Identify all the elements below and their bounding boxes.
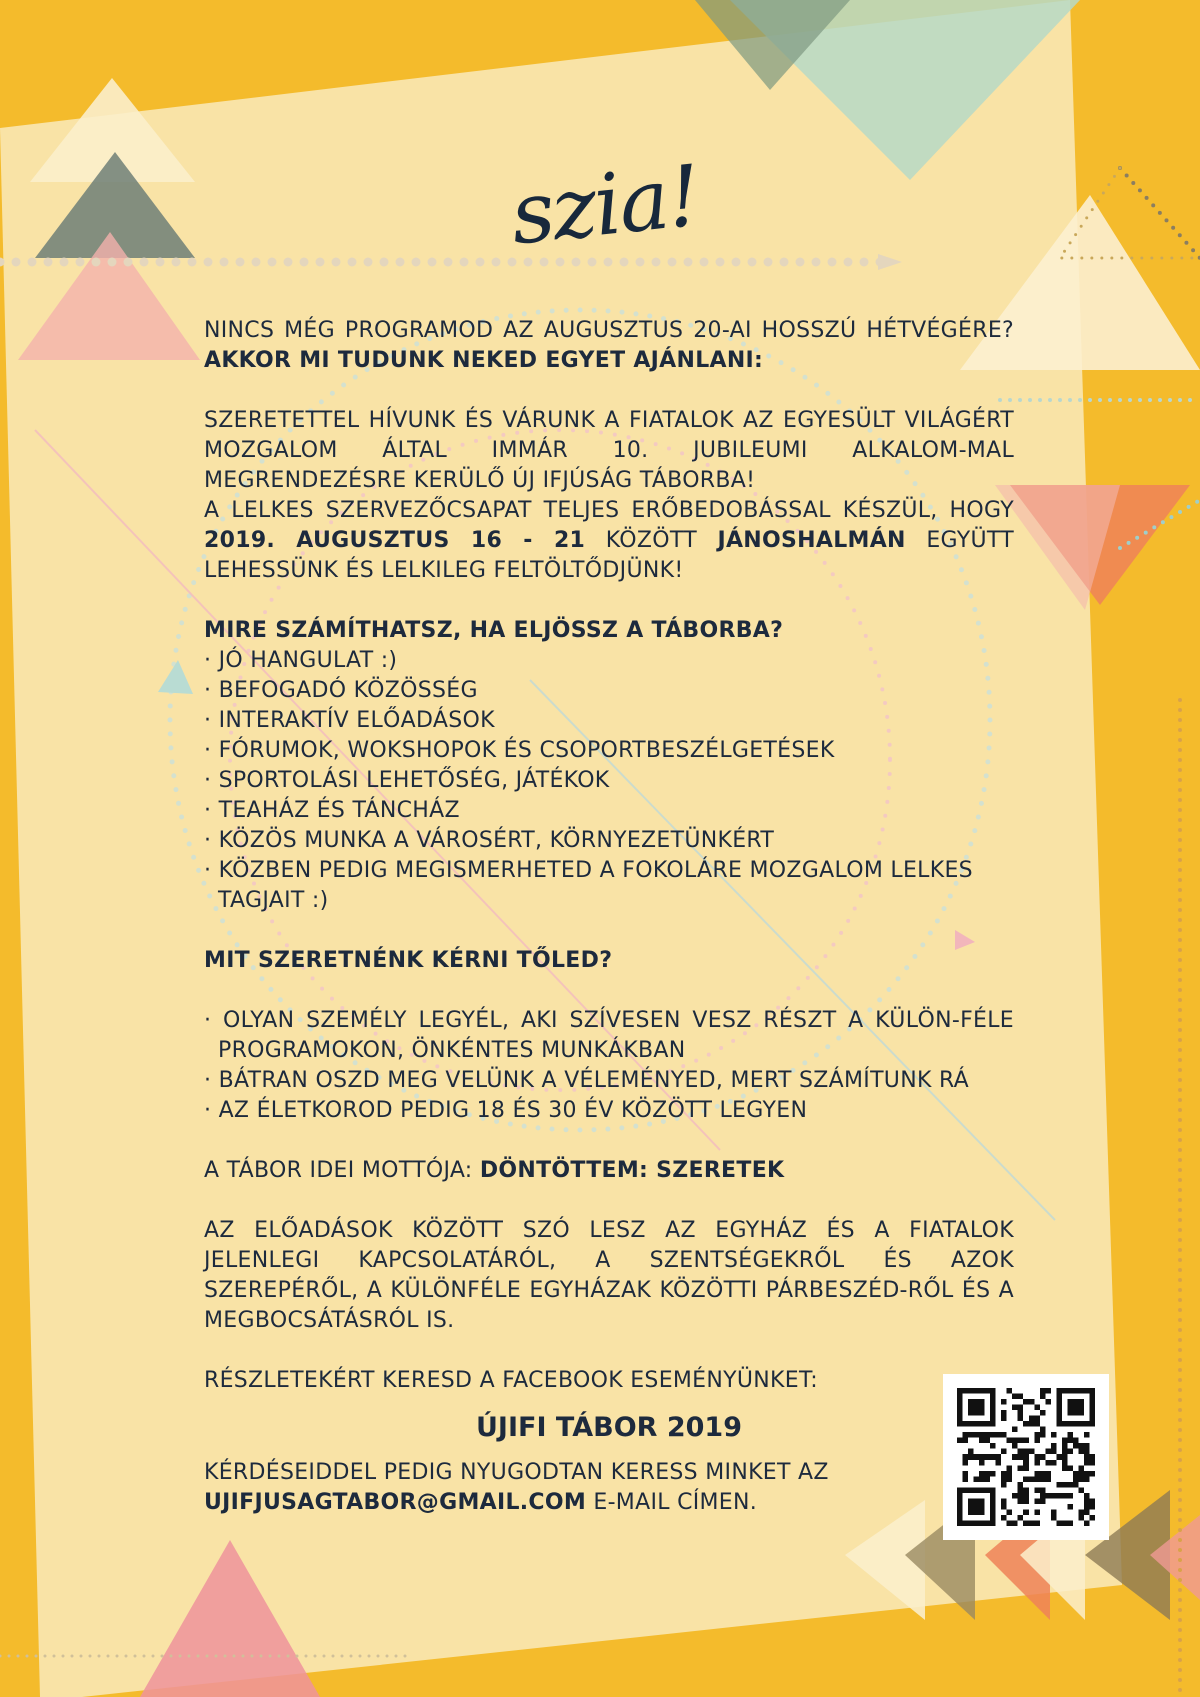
contact-email-suffix: E-MAIL CÍMEN. (586, 1490, 758, 1515)
dotted-outline-triangle (1120, 168, 1200, 258)
intro-paragraph (204, 316, 1014, 376)
list-item: · BÁTRAN OSZD MEG VELÜNK A VÉLEMÉNYED, MERT SZÁMÍTUNK RÁ (204, 1068, 970, 1093)
invite-between-text: KÖZÖTT (585, 528, 718, 553)
list-item: · AZ ÉLETKOROD PEDIG 18 ÉS 30 ÉV KÖZÖTT LEGYEN (204, 1098, 808, 1123)
invite-details-text: A LELKES SZERVEZŐCSAPAT TELJES ERŐBEDOBÁSSAL KÉSZÜL, HOGY (204, 498, 1014, 523)
list-item: · SPORTOLÁSI LEHETŐSÉG, JÁTÉKOK (204, 768, 610, 793)
list-item: · TEAHÁZ ÉS TÁNCHÁZ (204, 798, 460, 823)
offer-heading: MIRE SZÁMÍTHATSZ, HA ELJÖSSZ A TÁBORBA? (204, 618, 784, 643)
ask-heading: MIT SZERETNÉNK KÉRNI TŐLED? (204, 948, 613, 973)
facebook-label: RÉSZLETEKÉRT KERESD A FACEBOOK ESEMÉNYÜNKET: (204, 1368, 818, 1393)
intro-bold-text: AKKOR MI TUDUNK NEKED EGYET AJÁNLANI: (204, 348, 764, 373)
list-item: · KÖZÖS MUNKA A VÁROSÉRT, KÖRNYEZETÜNKÉRT (204, 828, 775, 853)
list-item: · INTERAKTÍV ELŐADÁSOK (204, 708, 495, 733)
invite-paragraph: SZERETETTEL HÍVUNK ÉS VÁRUNK A FIATALOK AZ EGYESÜLT VILÁGÉRT MOZGALOM ÁLTAL IMMÁR 10. JUBILEUMI ALKALOM-MAL MEGRENDEZÉSRE KERÜLŐ ÚJ IFJÚSÁG TÁBORBA! (204, 408, 1014, 493)
headline-script: szia! (506, 146, 704, 264)
intro-text: NINCS MÉG PROGRAMOD AZ AUGUSZTUS 20-AI HOSSZÚ HÉTVÉGÉRE? (204, 318, 1014, 343)
motto-line (204, 1156, 1014, 1186)
list-item: · KÖZBEN PEDIG MEGISMERHETED A FOKOLÁRE MOZGALOM LELKES TAGJAIT :) (204, 858, 973, 913)
invite-details-paragraph (204, 496, 1014, 586)
list-item: · OLYAN SZEMÉLY LEGYÉL, AKI SZÍVESEN VESZ RÉSZT A KÜLÖN-FÉLE PROGRAMOKON, ÖNKÉNTES MUNKÁKBAN (204, 1008, 1014, 1063)
list-item: · FÓRUMOK, WOKSHOPOK ÉS CSOPORTBESZÉLGETÉSEK (204, 738, 835, 763)
qr-code-icon (957, 1388, 1095, 1526)
motto-value: DÖNTÖTTEM: SZERETEK (479, 1158, 785, 1183)
qr-code[interactable] (943, 1374, 1109, 1540)
invite-end-text: EGYÜTT LEHESSÜNK ÉS LELKILEG FELTÖLTŐDJÜNK! (204, 528, 1014, 583)
flyer-body (204, 316, 1014, 1518)
event-place: JÁNOSHALMÁN (717, 528, 906, 553)
facebook-event-name: ÚJIFI TÁBOR 2019 (476, 1412, 742, 1443)
list-item: · BEFOGADÓ KÖZÖSSÉG (204, 678, 478, 703)
contact-email[interactable]: UJIFJUSAGTABOR@GMAIL.COM (204, 1490, 587, 1515)
contact-line: KÉRDÉSEIDDEL PEDIG NYUGODTAN KERESS MINKET AZ (204, 1460, 829, 1485)
lectures-paragraph: AZ ELŐADÁSOK KÖZÖTT SZÓ LESZ AZ EGYHÁZ ÉS A FIATALOK JELENLEGI KAPCSOLATÁRÓL, A SZENTSÉGEKRŐL ÉS AZOK SZEREPÉRŐL, A KÜLÖNFÉLE EGYHÁZAK KÖZÖTTI PÁRBESZÉD-RŐL ÉS A MEGBOCSÁTÁSRÓL IS. (204, 1218, 1014, 1333)
motto-label: A TÁBOR IDEI MOTTÓJA: (204, 1158, 480, 1183)
list-item: · JÓ HANGULAT :) (204, 648, 398, 673)
contact-email-line (204, 1488, 1014, 1518)
event-date: 2019. AUGUSZTUS 16 - 21 (204, 528, 586, 553)
